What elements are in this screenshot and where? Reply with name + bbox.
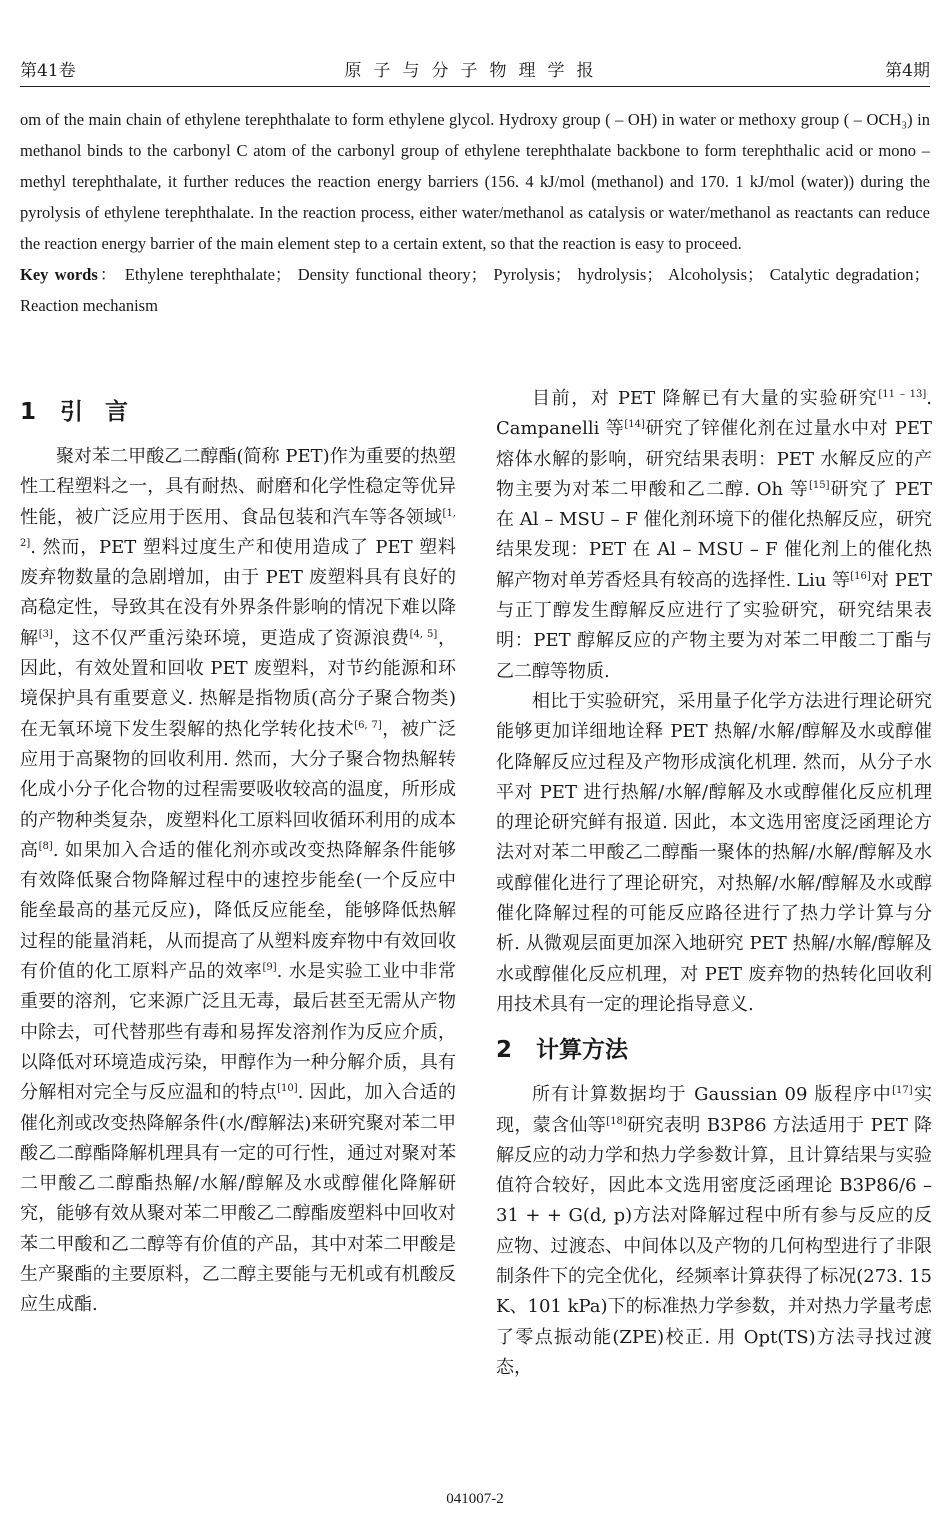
intro-paragraph-3: 相比于实验研究，采用量子化学方法进行理论研究能够更加详细地诠释 PET 热解/水解/醇解及水或醇催化降解反应过程及产物形成演化机理. 然而，从分子水平对 PET 进行热解/水解/醇解及水或醇催化反应机理的理论研究鲜有报道. 因此，本文选用密度泛函理论方法对对苯二甲酸乙二醇酯一聚体的热解/水解/醇解及水或醇催化进行了理论研究，对热解/水解/醇解及水或醇催化降解过程的可能反应路径进行了热力学计算与分析. 从微观层面更加深入地研究 PET 热解/水解/醇解及水或醇催化反应机理，对 PET 废弃物的热转化回收利用技术具有一定的理论指导意义. (496, 690, 932, 1015)
journal-title: 原子与分子物理学报 (344, 61, 606, 81)
citation: [15] (809, 479, 830, 491)
section-heading-introduction (20, 392, 456, 432)
intro-paragraph-1: 聚对苯二甲酸乙二醇酯(简称 PET)作为重要的热塑性工程塑料之一，具有耐热、耐磨和化学性稳定等优异性能，被广泛应用于医用、食品包装和汽车等各领域[1, 2]. 然而，PET 塑料过度生产和使用造成了 PET 塑料废弃物数量的急剧增加，由于 PET 废塑料具有良好的高稳定性，导致其在没有外界条件影响的情况下难以降解[3]，这不仅严重污染环境，更造成了资源浪费[4, 5]，因此，有效处置和回收 PET 废塑料，对节约能源和环境保护具有重要意义. 热解是指物质(高分子聚合物类)在无氧环境下发生裂解的热化学转化技术[6, 7]，被广泛应用于高聚物的回收利用. 然而，大分子聚合物热解转化成小分子化合物的过程需要吸收较高的温度，所形成的产物种类复杂，废塑料化工原料回收循环利用的成本高[8]. 如果加入合适的催化剂亦或改变热降解条件能够有效降低聚合物降解过程中的速控步能垒(一个反应中能垒最高的基元反应)，降低反应能垒，能够降低热解过程的能量消耗，从而提高了从塑料废弃物中有效回收有价值的化工原料产品的效率[9]. 水是实验工业中非常重要的溶剂，它来源广泛且无毒，最后甚至无需从产物中除去，可代替那些有毒和易挥发溶剂作为反应介质，以降低对环境造成污染，甲醇作为一种分解介质，具有分解相对完全与反应温和的特点[10]. 因此，加入合适的催化剂或改变热降解条件(水/醇解法)来研究聚对苯二甲酸乙二醇酯降解机理具有一定的可行性，通过对聚对苯二甲酸乙二醇酯热解/水解/醇解及水或醇催化降解研究，能够有效从聚对苯二甲酸乙二醇酯废塑料中回收对苯二甲酸和乙二醇等有价值的产品，其中对苯二甲酸是生产聚酯的主要原料，乙二醇主要能与无机或有机酸反应生成酯. (20, 446, 457, 1316)
abstract-text: om of the main chain of ethylene terephthalate to form ethylene glycol. Hydroxy group ( – OH) in water or methoxy group ( – OCH₃) in methanol binds to the carbonyl C atom of the carbonyl group of ethylene terephthalate backbone to form terephthalic acid or mono – methyl terephthalate, it further reduces the reaction energy barriers (156. 4 kJ/mol (methanol) and 170. 1 kJ/mol (water)) during the pyrolysis of ethylene terephthalate. In the reaction process, either water/methanol as catalysis or water/methanol as reactants can reduce the reaction energy barrier of the main element step to a certain extent, so that the reaction is easy to proceed. (20, 110, 930, 253)
citation: [18] (606, 1115, 627, 1127)
section-number: 2 (496, 1037, 513, 1064)
section-title: 计算方法 (536, 1037, 628, 1064)
right-column (496, 384, 932, 1383)
citation: [3] (38, 628, 53, 640)
citation: [17] (892, 1085, 913, 1097)
keywords-text: ： Ethylene terephthalate； Density functional theory； Pyrolysis； hydrolysis； Alcoholysis； Catalytic degradation； Reaction mechanism (20, 265, 930, 315)
methods-paragraph-1: 所有计算数据均于 Gaussian 09 版程序中[17]实现，蒙含仙等[18]研究表明 B3P86 方法适用于 PET 降解反应的动力学和热力学参数计算，且计算结果与实验值符合较好，因此本文选用密度泛函理论 B3P86/6 – 31 + + G(d, p)方法对降解过程中所有参与反应的反应物、过渡态、中间体以及产物的几何构型进行了非限制条件下的完全优化，经频率计算获得了标况(273. 15 K、101 kPa)下的标准热力学参数，并对热力学量考虑了零点振动能(ZPE)校正. 用 Opt(TS)方法寻找过渡态， (496, 1084, 933, 1378)
citation: [14] (624, 419, 645, 431)
volume-label: 第41卷 (20, 61, 76, 81)
section-number: 1 (20, 399, 37, 425)
citation: [6, 7] (354, 719, 382, 731)
citation: [8] (38, 840, 53, 852)
citation: [10] (277, 1083, 298, 1095)
citation: [11 – 13] (878, 389, 927, 400)
citation: [4, 5] (409, 628, 438, 640)
english-abstract (20, 104, 930, 321)
keywords-label: Key words (20, 265, 98, 284)
page-number: 041007-2 (446, 1491, 504, 1507)
issue-label: 第4期 (885, 61, 930, 81)
section-title: 引言 (60, 399, 150, 425)
section-heading-methods (496, 1030, 932, 1070)
running-header (20, 52, 930, 87)
intro-paragraph-2: 目前，对 PET 降解已有大量的实验研究[11 – 13]. Campanelli 等[14]研究了锌催化剂在过量水中对 PET 熔体水解的影响，研究结果表明：PET 水解反应的产物主要为对苯二甲酸和乙二醇. Oh 等[15]研究了 PET 在 Al – MSU – F 催化剂环境下的催化热解反应，研究结果发现：PET 在 Al – MSU – F 催化剂上的催化热解产物对单芳香烃具有较高的选择性. Liu 等[16]对 PET 与正丁醇发生醇解反应进行了实验研究，研究结果表明：PET 醇解反应的产物主要为对苯二甲酸二丁酯与乙二醇等物质. (496, 388, 933, 682)
citation: [1, 2] (20, 507, 456, 549)
left-column (20, 382, 456, 1321)
citation: [16] (850, 570, 871, 582)
citation: [9] (262, 962, 277, 974)
keywords-line (20, 259, 930, 321)
